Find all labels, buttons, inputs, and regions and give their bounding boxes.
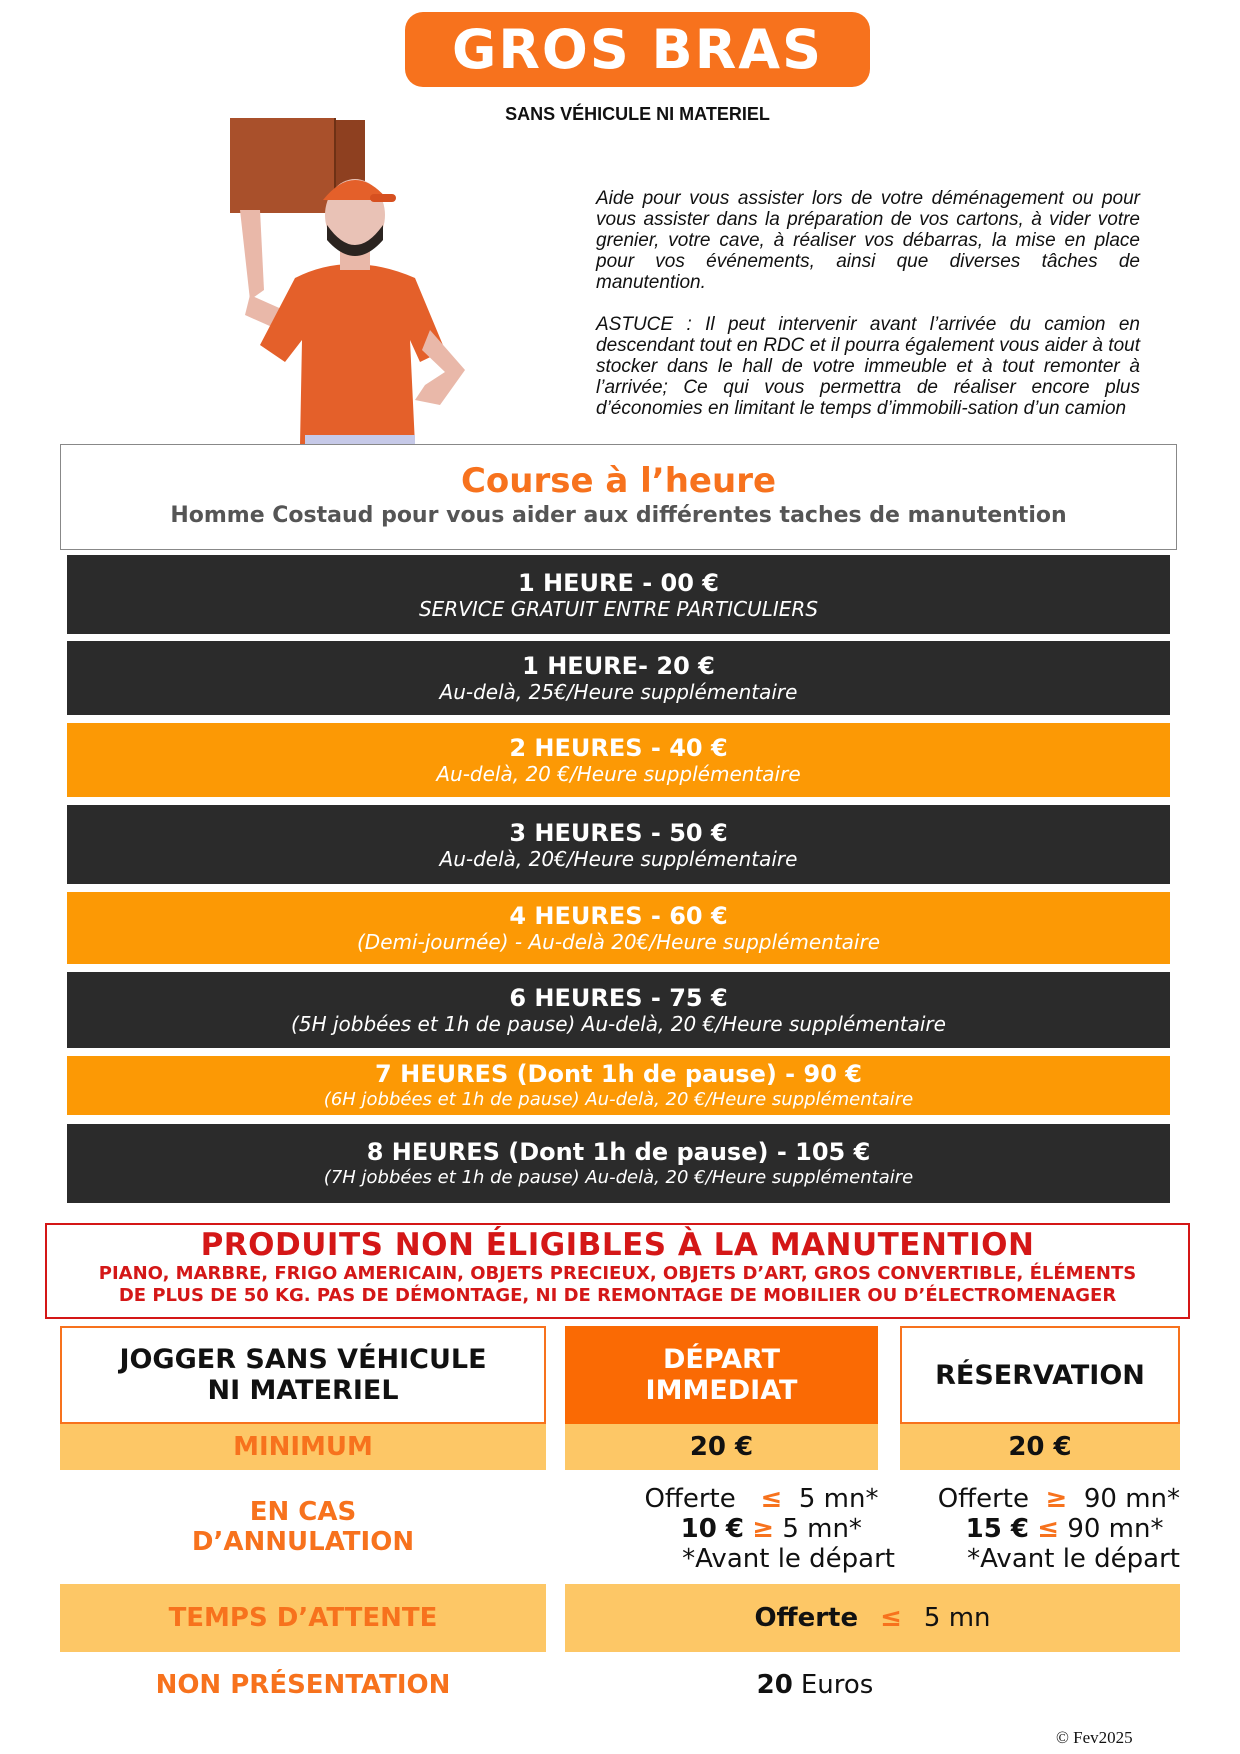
cancel-immediat-line2 bbox=[681, 1514, 895, 1544]
price-note: Au-delà, 25€/Heure supplémentaire bbox=[439, 680, 798, 704]
course-subtitle: Homme Costaud pour vous aider aux différentes taches de manutention bbox=[170, 503, 1067, 528]
cancel-duration: 90 mn* bbox=[1083, 1484, 1180, 1514]
minimum-label-cell bbox=[60, 1424, 546, 1470]
cancel-fee: 15 € bbox=[965, 1514, 1029, 1544]
title-banner bbox=[405, 12, 870, 87]
price-row-2h bbox=[67, 723, 1170, 797]
price-row-1h-free bbox=[67, 555, 1170, 634]
cancel-label-line: EN CAS bbox=[249, 1497, 357, 1527]
page-subtitle: SANS VÉHICULE NI MATERIEL bbox=[505, 104, 770, 124]
cancel-reservation-footnote: *Avant le départ bbox=[967, 1544, 1180, 1574]
header-depart-line: DÉPART bbox=[662, 1344, 781, 1375]
cancel-duration: 5 mn* bbox=[798, 1484, 879, 1514]
price-title: 1 HEURE - 00 € bbox=[517, 568, 720, 597]
mover-illustration bbox=[200, 100, 595, 445]
header-jogger-line: JOGGER SANS VÉHICULE bbox=[119, 1344, 487, 1375]
cancel-fee: 10 € bbox=[680, 1514, 744, 1544]
noshow-label-cell bbox=[60, 1660, 546, 1710]
price-row-1h bbox=[67, 641, 1170, 715]
header-depart-line: IMMEDIAT bbox=[645, 1375, 798, 1406]
intro-paragraph: Aide pour vous assister lors de votre déménagement ou pour vous assister dans la préparation de vos cartons, à vider votre grenier, votre cave, à réaliser vos débarras, la mise en place pour vos événements, ainsi que diverses tâches de manutention. bbox=[596, 188, 1140, 293]
price-note: Au-delà, 20€/Heure supplémentaire bbox=[439, 846, 798, 871]
price-note: Au-delà, 20 €/Heure supplémentaire bbox=[436, 762, 801, 786]
cancel-immediat-line1 bbox=[644, 1484, 895, 1514]
cancel-label-cell bbox=[60, 1474, 546, 1580]
less-equal-icon: ≤ bbox=[1037, 1514, 1060, 1544]
cancel-immediat-cell bbox=[565, 1476, 895, 1582]
cancel-reservation-line1 bbox=[938, 1484, 1180, 1514]
warning-line: PIANO, MARBRE, FRIGO AMERICAIN, OBJETS PRECIEUX, OBJETS D’ART, GROS CONVERTIBLE, ÉLÉMENTS bbox=[98, 1263, 1137, 1284]
price-title: 4 HEURES - 60 € bbox=[509, 902, 728, 930]
price-note: (7H jobbées et 1h de pause) Au-delà, 20 €/Heure supplémentaire bbox=[323, 1166, 914, 1188]
cancel-label-line: D’ANNULATION bbox=[191, 1527, 415, 1557]
header-depart-immediat bbox=[565, 1326, 878, 1424]
minimum-label: MINIMUM bbox=[233, 1432, 373, 1462]
price-row-4h bbox=[67, 892, 1170, 964]
cancel-duration: 90 mn* bbox=[1067, 1514, 1164, 1544]
minimum-immediat-value: 20 € bbox=[689, 1432, 754, 1462]
page-title: GROS BRAS bbox=[452, 18, 823, 81]
price-row-8h bbox=[67, 1124, 1170, 1203]
tip-paragraph: ASTUCE : Il peut intervenir avant l’arrivée du camion en descendant tout en RDC et il pourra également vous aider à tout stocker dans le hall de votre immeuble et à tout remonter à l’arrivée; Ce qui vous permettra de réaliser encore plus d’économies en limitant le temps d’immobili-sation d’un camion bbox=[596, 314, 1140, 419]
intro-text bbox=[596, 188, 1140, 440]
price-title: 7 HEURES (Dont 1h de pause) - 90 € bbox=[375, 1059, 862, 1088]
price-title: 3 HEURES - 50 € bbox=[509, 818, 728, 847]
cancel-immediat-footnote: *Avant le départ bbox=[682, 1544, 895, 1574]
noshow-label: NON PRÉSENTATION bbox=[155, 1670, 451, 1700]
greater-equal-icon: ≥ bbox=[752, 1514, 775, 1544]
copyright: © Fev2025 bbox=[1056, 1728, 1133, 1747]
minimum-reservation-value: 20 € bbox=[1008, 1432, 1072, 1462]
wait-label-cell bbox=[60, 1584, 546, 1652]
wait-label: TEMPS D’ATTENTE bbox=[168, 1603, 438, 1633]
warning-line: DE PLUS DE 50 KG. PAS DE DÉMONTAGE, NI DE REMONTAGE DE MOBILIER OU D’ÉLECTROMENAGER bbox=[118, 1285, 1117, 1306]
warning-title: PRODUITS NON ÉLIGIBLES À LA MANUTENTION bbox=[200, 1227, 1035, 1263]
price-row-6h bbox=[67, 972, 1170, 1048]
wait-duration: 5 mn bbox=[923, 1603, 991, 1633]
price-note: (5H jobbées et 1h de pause) Au-delà, 20 €/Heure supplémentaire bbox=[291, 1012, 946, 1036]
price-title: 2 HEURES - 40 € bbox=[509, 734, 728, 762]
price-title: 6 HEURES - 75 € bbox=[509, 984, 728, 1012]
header-jogger-line: NI MATERIEL bbox=[207, 1375, 399, 1406]
price-note: (Demi-journée) - Au-delà 20€/Heure supplémentaire bbox=[356, 930, 881, 954]
cancel-text: Offerte bbox=[644, 1484, 736, 1514]
course-title: Course à l’heure bbox=[460, 461, 777, 501]
minimum-immediat-cell bbox=[565, 1424, 878, 1470]
price-title: 8 HEURES (Dont 1h de pause) - 105 € bbox=[366, 1137, 871, 1166]
header-jogger bbox=[60, 1326, 546, 1424]
ineligible-products-notice bbox=[45, 1223, 1190, 1319]
course-header bbox=[60, 444, 1177, 550]
price-note: SERVICE GRATUIT ENTRE PARTICULIERS bbox=[418, 596, 819, 621]
price-note: (6H jobbées et 1h de pause) Au-delà, 20 €/Heure supplémentaire bbox=[323, 1088, 914, 1110]
minimum-reservation-cell bbox=[900, 1424, 1180, 1470]
cancel-text: Offerte bbox=[937, 1484, 1029, 1514]
noshow-value-cell bbox=[565, 1660, 1065, 1710]
price-row-7h bbox=[67, 1056, 1170, 1115]
price-title: 1 HEURE- 20 € bbox=[522, 652, 715, 680]
cancel-reservation-line2 bbox=[966, 1514, 1180, 1544]
cancel-duration: 5 mn* bbox=[782, 1514, 862, 1544]
less-equal-icon: ≤ bbox=[760, 1484, 783, 1514]
cancel-reservation-cell bbox=[900, 1476, 1180, 1582]
wait-offer: Offerte bbox=[754, 1603, 859, 1633]
greater-equal-icon: ≥ bbox=[1045, 1484, 1068, 1514]
price-row-3h bbox=[67, 805, 1170, 884]
noshow-unit: Euros bbox=[800, 1670, 874, 1700]
wait-value-cell bbox=[565, 1584, 1180, 1652]
less-equal-icon: ≤ bbox=[880, 1603, 902, 1633]
header-reservation: RÉSERVATION bbox=[900, 1326, 1180, 1424]
noshow-amount: 20 bbox=[756, 1670, 793, 1700]
